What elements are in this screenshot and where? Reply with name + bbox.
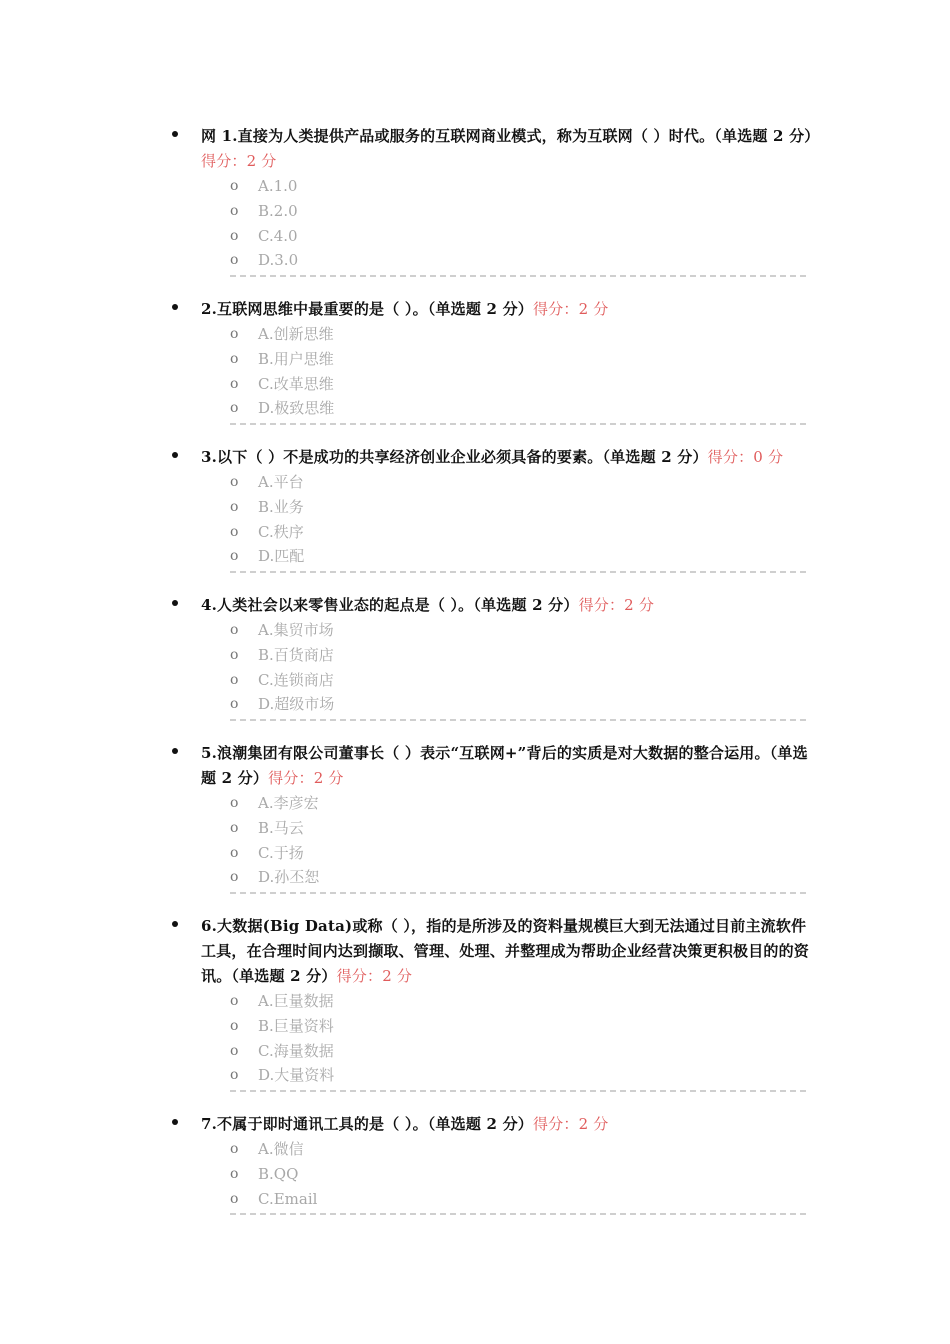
option-item[interactable]: [230, 865, 812, 890]
option-marker: o: [230, 548, 239, 565]
option-marker: o: [230, 375, 239, 392]
option-text: A.巨量数据: [258, 992, 334, 1010]
question-stem: 6.大数据(Big Data)或称（ ），指的是所涉及的资料量规模巨大到无法通过目前主流软件工具，在合理时间内达到撷取、管理、处理、并整理成为帮助企业经营决策更积极目的的资讯。（单选题 2 分）得分：2 分: [201, 917, 810, 985]
option-marker: o: [230, 795, 239, 811]
question-6: [172, 914, 812, 1092]
score-label: 得分：0 分: [707, 448, 784, 466]
score-label: 得分：2 分: [336, 967, 413, 985]
bullet-icon: [172, 452, 178, 458]
option-text: C.改革思维: [258, 374, 334, 393]
question-stem: 3.以下（ ）不是成功的共享经济创业企业必须具备的要素。（单选题 2 分）得分：0 分: [201, 448, 784, 466]
option-marker: o: [230, 326, 239, 342]
bullet-icon: [172, 600, 178, 606]
option-item[interactable]: [230, 199, 812, 224]
option-marker: o: [230, 252, 239, 269]
option-marker: o: [230, 844, 239, 861]
option-item[interactable]: [230, 1137, 812, 1162]
option-marker: o: [230, 474, 239, 490]
option-text: A.集贸市场: [258, 621, 334, 639]
question-stem: 2.互联网思维中最重要的是（ ）。（单选题 2 分）得分：2 分: [201, 300, 609, 318]
option-item[interactable]: [230, 224, 812, 249]
option-text: D.孙丕恕: [258, 868, 320, 887]
option-marker: o: [230, 227, 239, 244]
option-text: C.4.0: [258, 226, 298, 245]
option-text: B.2.0: [258, 201, 298, 220]
option-item[interactable]: [230, 816, 812, 841]
question-3: [172, 445, 812, 573]
question-stem: 5.浪潮集团有限公司董事长（ ）表示“互联网+”背后的实质是对大数据的整合运用。（单选题 2 分）得分：2 分: [201, 744, 808, 787]
option-item[interactable]: [230, 1162, 812, 1187]
option-marker: o: [230, 869, 239, 886]
option-list: [172, 322, 812, 421]
option-text: C.于扬: [258, 843, 304, 862]
option-text: C.海量数据: [258, 1041, 334, 1060]
option-marker: o: [230, 696, 239, 713]
dashed-divider: [230, 571, 806, 573]
option-item[interactable]: [230, 372, 812, 397]
option-text: D.极致思维: [258, 399, 335, 418]
option-text: B.用户思维: [258, 349, 334, 368]
option-marker: o: [230, 1017, 239, 1034]
score-label: 得分：2 分: [532, 1115, 609, 1133]
score-label: 得分：2 分: [201, 152, 277, 170]
option-item[interactable]: [230, 1063, 812, 1088]
option-list: [172, 1137, 812, 1211]
option-list: [172, 470, 812, 569]
option-item[interactable]: [230, 520, 812, 545]
option-text: B.巨量资料: [258, 1016, 334, 1035]
option-item[interactable]: [230, 248, 812, 273]
option-marker: o: [230, 400, 239, 417]
option-item[interactable]: [230, 841, 812, 866]
option-item[interactable]: [230, 544, 812, 569]
option-text: A.1.0: [258, 177, 298, 195]
dashed-divider: [230, 275, 806, 277]
dashed-divider: [230, 423, 806, 425]
option-marker: o: [230, 622, 239, 638]
option-item[interactable]: [230, 322, 812, 347]
option-item[interactable]: [230, 470, 812, 495]
option-item[interactable]: [230, 495, 812, 520]
option-list: [172, 791, 812, 890]
bullet-icon: [172, 921, 178, 927]
option-item[interactable]: [230, 692, 812, 717]
option-text: A.李彦宏: [258, 794, 319, 812]
bullet-icon: [172, 1119, 178, 1125]
option-marker: o: [230, 1042, 239, 1059]
score-label: 得分：2 分: [578, 596, 655, 614]
option-list: [172, 174, 812, 273]
bullet-icon: [172, 304, 178, 310]
option-text: C.Email: [258, 1189, 318, 1208]
option-marker: o: [230, 819, 239, 836]
score-label: 得分：2 分: [532, 300, 609, 318]
option-text: C.连锁商店: [258, 670, 334, 689]
dashed-divider: [230, 719, 806, 721]
option-marker: o: [230, 1165, 239, 1182]
question-1: [172, 124, 820, 277]
option-text: D.匹配: [258, 547, 305, 566]
option-marker: o: [230, 498, 239, 515]
option-marker: o: [230, 671, 239, 688]
option-item[interactable]: [230, 1014, 812, 1039]
option-text: B.百货商店: [258, 645, 334, 664]
question-7: [172, 1112, 812, 1215]
option-marker: o: [230, 1190, 239, 1207]
option-text: D.大量资料: [258, 1066, 335, 1085]
option-item[interactable]: [230, 1039, 812, 1064]
option-marker: o: [230, 350, 239, 367]
option-list: [172, 618, 812, 717]
option-text: C.秩序: [258, 522, 304, 541]
option-item[interactable]: [230, 989, 812, 1014]
option-item[interactable]: [230, 174, 812, 199]
option-item[interactable]: [230, 396, 812, 421]
dashed-divider: [230, 1213, 806, 1215]
question-stem: 4.人类社会以来零售业态的起点是（ ）。（单选题 2 分）得分：2 分: [201, 596, 655, 614]
option-text: B.QQ: [258, 1164, 299, 1183]
dashed-divider: [230, 1090, 806, 1092]
option-item[interactable]: [230, 1187, 812, 1212]
option-item[interactable]: [230, 791, 812, 816]
option-item[interactable]: [230, 347, 812, 372]
option-text: D.3.0: [258, 251, 299, 270]
question-4: [172, 593, 812, 721]
option-marker: o: [230, 646, 239, 663]
option-marker: o: [230, 178, 239, 194]
option-item[interactable]: [230, 668, 812, 693]
option-text: A.微信: [258, 1140, 304, 1158]
option-text: B.马云: [258, 818, 304, 837]
question-2: [172, 297, 812, 425]
option-item[interactable]: [230, 618, 812, 643]
dashed-divider: [230, 892, 806, 894]
question-stem: 7.不属于即时通讯工具的是（ ）。（单选题 2 分）得分：2 分: [201, 1115, 609, 1133]
option-marker: o: [230, 523, 239, 540]
question-5: [172, 741, 812, 894]
option-text: A.创新思维: [258, 325, 334, 343]
bullet-icon: [172, 131, 178, 137]
option-list: [172, 989, 812, 1088]
score-label: 得分：2 分: [268, 769, 344, 787]
bullet-icon: [172, 748, 178, 754]
option-text: D.超级市场: [258, 695, 335, 714]
option-marker: o: [230, 1141, 239, 1157]
question-stem: 网 1.直接为人类提供产品或服务的互联网商业模式，称为互联网（ ）时代。（单选题 2 分）得分：2 分: [201, 127, 820, 170]
option-text: A.平台: [258, 473, 304, 491]
option-item[interactable]: [230, 643, 812, 668]
option-text: B.业务: [258, 497, 304, 516]
option-marker: o: [230, 993, 239, 1009]
option-marker: o: [230, 1067, 239, 1084]
option-marker: o: [230, 202, 239, 219]
